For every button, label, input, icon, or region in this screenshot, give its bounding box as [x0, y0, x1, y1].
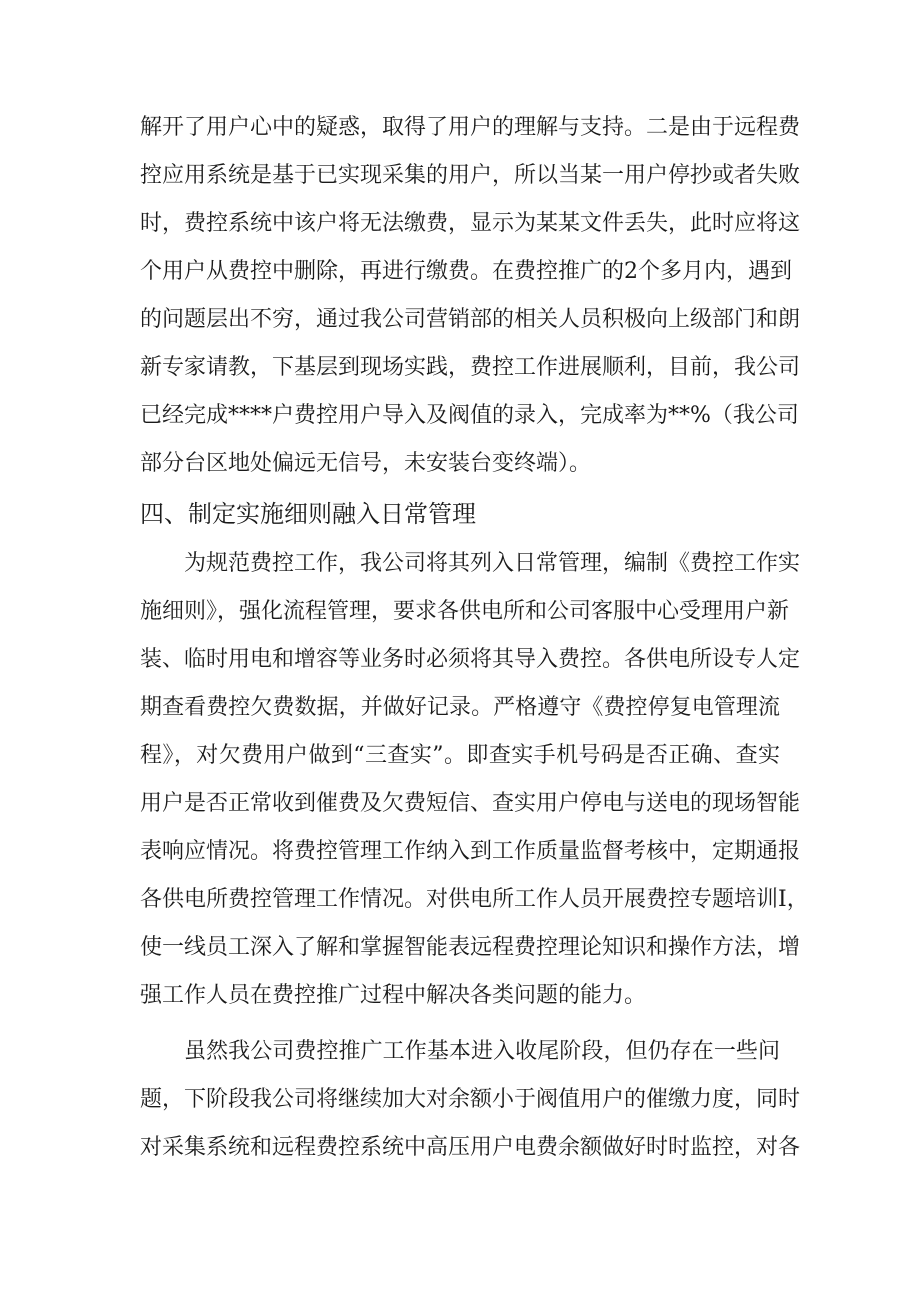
- paragraph-line: 个用户从费控中删除，再进行缴费。在费控推广的2个多月内，遇到: [140, 259, 792, 284]
- paragraph-line: 使一线员工深入了解和掌握智能表远程费控理论知识和操作方法，增: [140, 935, 801, 960]
- paragraph-line: 解开了用户心中的疑惑，取得了用户的理解与支持。二是由于远程费: [140, 115, 801, 140]
- section-heading: 四、制定实施细则融入日常管理: [140, 500, 476, 528]
- paragraph-line: 对采集系统和远程费控系统中高压用户电费余额做好时时监控，对各: [140, 1135, 801, 1160]
- paragraph-line: 的问题层出不穷，通过我公司营销部的相关人员积极向上级部门和朗: [140, 307, 801, 332]
- paragraph-line: 用户是否正常收到催费及欠费短信、查实用户停电与送电的现场智能: [140, 791, 801, 816]
- paragraph-line: 表响应情况。将费控管理工作纳入到工作质量监督考核中，定期通报: [140, 839, 801, 864]
- paragraph-line: 期查看费控欠费数据，并做好记录。严格遵守《费控停复电管理流: [140, 695, 780, 720]
- paragraph-line: 强工作人员在费控推广过程中解决各类问题的能力。: [140, 983, 647, 1008]
- paragraph-line: 各供电所费控管理工作情况。对供电所工作人员开展费控专题培训I，: [140, 887, 809, 912]
- paragraph-line: 虽然我公司费控推广工作基本进入收尾阶段，但仍存在一些问: [184, 1039, 780, 1064]
- paragraph-line: 程》，对欠费用户做到“三查实”。即查实手机号码是否正确、查实: [140, 743, 780, 768]
- paragraph-line: 时，费控系统中该户将无法缴费，显示为某某文件丢失，此时应将这: [140, 211, 801, 236]
- paragraph-line: 为规范费控工作，我公司将其列入日常管理，编制《费控工作实: [184, 551, 801, 576]
- paragraph-line: 部分台区地处偏远无信号，未安装台变终端）。: [140, 451, 592, 476]
- paragraph-line: 已经完成****户费控用户导入及阀值的录入，完成率为**%（我公司: [140, 403, 799, 428]
- paragraph-line: 题，下阶段我公司将继续加大对余额小于阀值用户的催缴力度，同时: [140, 1087, 801, 1112]
- paragraph-line: 新专家请教，下基层到现场实践，费控工作进展顺利，目前，我公司: [140, 355, 801, 380]
- paragraph-line: 施细则》，强化流程管理，要求各供电所和公司客服中心受理用户新: [140, 599, 790, 624]
- paragraph-line: 装、临时用电和增容等业务时必须将其导入费控。各供电所设专人定: [140, 647, 801, 672]
- paragraph-line: 控应用系统是基于已实现采集的用户，所以当某一用户停抄或者失败: [140, 163, 801, 188]
